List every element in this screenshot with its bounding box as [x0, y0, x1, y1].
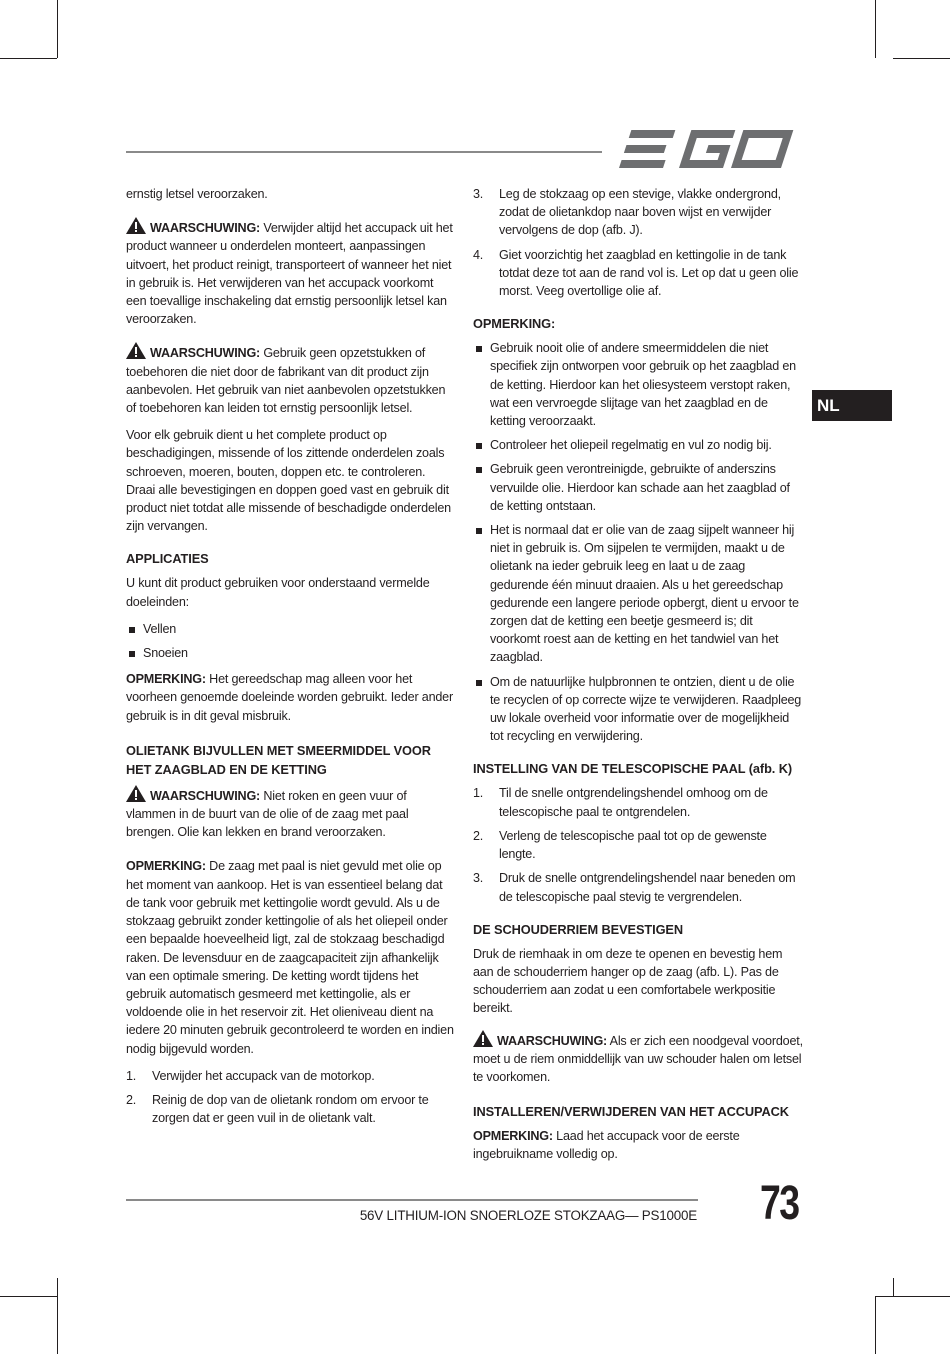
step-number: 3. [473, 871, 484, 886]
list-item [473, 869, 803, 905]
section-heading: INSTELLING VAN DE TELESCOPISCHE PAAL (afb. K) [473, 761, 792, 777]
list-item: Vellen [126, 620, 456, 638]
step-number: 2. [473, 828, 484, 843]
step-number: 1. [473, 786, 484, 801]
note-paragraph [473, 1127, 803, 1163]
crop-mark [893, 1278, 894, 1296]
step-number: 2. [126, 1092, 137, 1107]
section-heading: DE SCHOUDERRIEM BEVESTIGEN [473, 921, 683, 937]
crop-mark [57, 1278, 58, 1354]
step-text: Giet voorzichtig het zaagblad en kettingolie in de tank totdat deze tot aan de rand vol is. Let op dat u geen olie morst. Veeg overtollige olie af. [499, 247, 799, 299]
steps-list [473, 185, 803, 300]
step-number: 4. [473, 247, 484, 262]
body-paragraph: Druk de riemhaak in om deze te openen en bevestig hem aan de schouderriem hanger op de zaag (afb. L). Pas de schouderriem aan zodat u een comfortabele werkpositie bereikt. [473, 946, 783, 1016]
left-column [126, 185, 456, 1135]
warning-label: WAARSCHUWING: [150, 346, 261, 361]
crop-mark [893, 58, 950, 59]
step-text: Til de snelle ontgrendelingshendel omhoog om de telescopische paal te ontgrendelen. [499, 786, 768, 819]
warning-paragraph [126, 342, 456, 417]
right-column [473, 185, 803, 1173]
warning-label: WAARSCHUWING: [150, 788, 261, 803]
section-heading: INSTALLEREN/VERWIJDEREN VAN HET ACCUPACK [473, 1104, 789, 1120]
crop-mark [875, 0, 876, 58]
list-item [473, 784, 803, 820]
list-item: Om de natuurlijke hulpbronnen te ontzien, dient u de olie te recyclen of op correcte wijze te verwijderen. Raadpleeg uw lokale overheid voor informatie over de mogelijkheid tot recycling en verwijdering. [473, 673, 803, 746]
applications-list [126, 620, 456, 662]
list-item [126, 1091, 456, 1127]
intro-text: ernstig letsel veroorzaken. [126, 187, 268, 201]
footer-rule [126, 1199, 698, 1201]
crop-mark [0, 58, 57, 59]
step-text: Verleng de telescopische paal tot op de gewenste lengte. [499, 828, 767, 862]
note-label: OPMERKING: [126, 672, 206, 687]
step-text: Reinig de dop van de olietank rondom om ervoor te zorgen dat er geen vuil in de olietank valt. [152, 1092, 429, 1126]
body-paragraph: Voor elk gebruik dient u het complete product op beschadigingen, missende of los zittende onderdelen zoals schroeven, moeren, bouten, doppen etc. te controleren. Draai alle bevestigingen en doppen goed vast en gebruik dit product niet totdat alle missende of beschadigde onderdelen zijn vervangen. [126, 428, 451, 534]
telescope-steps [473, 784, 803, 905]
list-item [126, 1067, 456, 1085]
warning-icon [126, 217, 146, 234]
note-list [473, 339, 803, 745]
list-item [473, 246, 803, 301]
warning-label: WAARSCHUWING: [497, 1033, 608, 1048]
warning-label: WAARSCHUWING: [150, 221, 261, 236]
language-tab: NL [812, 390, 892, 421]
section-heading: APPLICATIES [126, 551, 209, 567]
note-paragraph [126, 670, 456, 725]
note-paragraph [126, 857, 456, 1057]
footer-product-name: 56V LITHIUM-ION SNOERLOZE STOKZAAG— PS1000E [359, 1208, 697, 1223]
list-item [473, 185, 803, 240]
ego-logo [618, 128, 798, 175]
warning-icon [126, 785, 146, 802]
warning-text: Niet roken en geen vuur of vlammen in de buurt van de olie of de zaag met paal brengen. Olie kan lekken en brand veroorzaken. [126, 788, 409, 840]
crop-mark [0, 1296, 57, 1297]
section-heading: OLIETANK BIJVULLEN MET SMEERMIDDEL VOOR HET ZAAGBLAD EN DE KETTING [126, 742, 431, 777]
note-heading: OPMERKING: [473, 316, 556, 332]
note-text: Het gereedschap mag alleen voor het voorheen genoemde doeleinde worden gebruikt. Ieder ander gebruik is in dit geval misbruik. [126, 672, 453, 723]
note-text: De zaag met paal is niet gevuld met olie op het moment van aankoop. Het is van essentieel belang dat de tank voor gebruik met kettingolie wordt gevuld. Als u de stokzaag gebruikt zonder kettingolie of als het oliepeil onder een bepaalde hoeveelheid ligt, zal de stokzaag beschadigd raken. De levensduur en de zaagcapaciteit zijn afhankelijk van een optimale smering. De ketting wordt tijdens het gebruik automatisch gesmeerd met kettingolie, als er voldoende olie in het reservoir zit. Het olieniveau dient na iedere 20 minuten gebruik gecontroleerd te worden en indien nodig bijgevuld worden. [126, 859, 454, 1056]
list-item: Controleer het oliepeil regelmatig en vul zo nodig bij. [473, 436, 803, 454]
note-text: Laad het accupack voor de eerste ingebruikname volledig op. [473, 1129, 740, 1162]
warning-paragraph [473, 1030, 803, 1087]
list-item: Snoeien [126, 644, 456, 662]
body-paragraph: U kunt dit product gebruiken voor onderstaand vermelde doeleinden: [126, 576, 430, 609]
warning-icon [126, 342, 146, 359]
header-rule [126, 151, 602, 153]
steps-list [126, 1067, 456, 1128]
warning-paragraph [126, 785, 456, 842]
warning-text: Verwijder altijd het accupack uit het product wanneer u onderdelen monteert, aanpassingen uitvoert, het product reinigt, transporteert of wanneer het niet in gebruik is. Het verwijderen van het accupack voorkomt een toevallige inschakeling dat ernstig persoonlijk letsel kan veroorzaken. [126, 221, 453, 327]
page-number: 73 [760, 1177, 799, 1230]
crop-mark [875, 1296, 876, 1354]
list-item: Gebruik geen verontreinigde, gebruikte of anderszins vervuilde olie. Hierdoor kan schade aan het zaagblad of de ketting ontstaan. [473, 460, 803, 515]
warning-icon [473, 1030, 493, 1047]
warning-paragraph [126, 217, 456, 328]
step-number: 1. [126, 1068, 137, 1083]
warning-text: Gebruik geen opzetstukken of toebehoren die niet door de fabrikant van dit product zijn aanbevolen. Het gebruik van niet aanbevolen opzetstukken of toebehoren kan leiden tot ernstig persoonlijk letsel. [126, 346, 446, 416]
list-item [473, 827, 803, 863]
crop-mark [57, 0, 58, 58]
list-item: Gebruik nooit olie of andere smeermiddelen die niet specifiek zijn ontworpen voor gebruik op het zaagblad en de ketting. Hierdoor kan het oliesysteem verstopt raken, wat een vervroegde slijtage van het zaagblad en de ketting veroorzaakt. [473, 339, 803, 430]
list-item: Het is normaal dat er olie van de zaag sijpelt wanneer hij niet in gebruik is. Om sijpelen te vermijden, maakt u de olietank na ieder gebruik leeg en laat u de zaag gedurende één minuut draaien. Als u het gereedschap gedurende een langere periode opbergt, dient u ervoor te zorgen dat de ketting een beetje gesmeerd is; dit voorkomt roest aan de ketting en het tandwiel van het zaagblad. [473, 521, 803, 667]
step-text: Leg de stokzaag op een stevige, vlakke ondergrond, zodat de olietankdop naar boven wijst en verwijder vervolgens de dop (afb. J). [499, 187, 781, 238]
note-label: OPMERKING: [473, 1129, 553, 1144]
step-text: Verwijder het accupack van de motorkop. [152, 1068, 375, 1083]
step-number: 3. [473, 187, 484, 201]
step-text: Druk de snelle ontgrendelingshendel naar beneden om de telescopische paal stevig te vergrendelen. [499, 871, 796, 904]
crop-mark [875, 1296, 950, 1297]
note-label: OPMERKING: [126, 859, 206, 874]
warning-text: Als er zich een noodgeval voordoet, moet u de riem onmiddellijk van uw schouder halen om letsel te voorkomen. [473, 1033, 803, 1084]
